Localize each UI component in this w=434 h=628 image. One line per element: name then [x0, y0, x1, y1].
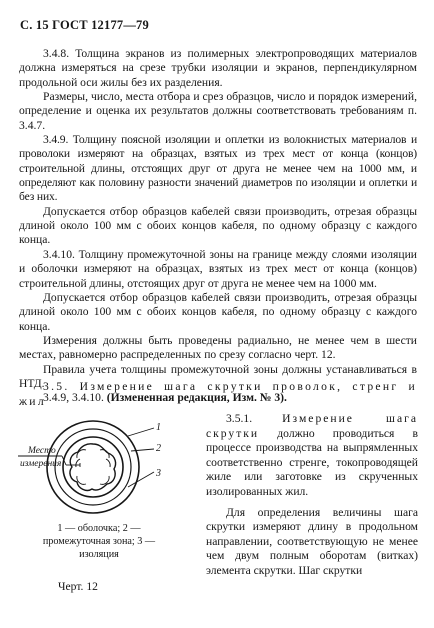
paragraph: [206, 412, 418, 500]
callout-1: 1: [156, 422, 161, 433]
callout-leaders: [128, 428, 154, 487]
paragraph: 3.4.10. Толщину промежуточной зоны на границе между слоями изоляции и оболочки измеряют на образцах, взятых из трех мест от конца (концов) строительной длины, отстоящих друг от друга не менее чем на 1000 мм.: [19, 247, 417, 290]
page-header: С. 15 ГОСТ 12177—79: [20, 18, 149, 32]
edition-bold: (Измененная редакция, Изм. № 3).: [106, 391, 287, 405]
section-heading: 3.5. Измерение шага скрутки проволок, стренг и жил: [19, 380, 417, 408]
figure-legend: 1 — оболочка; 2 — промежуточная зона; 3 — изоляция: [42, 523, 156, 560]
clause-lead: Измерение шага скрутки: [206, 412, 418, 440]
measurement-label-line2: измерения: [20, 459, 62, 469]
measurement-label-line1: Место: [28, 446, 56, 456]
body-text: [19, 47, 417, 406]
clause-rest: должно проводиться в процессе производства на выпрямленных соответственно стренге, токопроводящей жиле или заготовке из скрученных изолированных жил.: [206, 426, 418, 498]
edition-ref: 3.4.9, 3.4.10.: [43, 391, 104, 405]
paragraph: Допускается отбор образцов кабелей связи производить, отрезая образцы длиной около 100 мм с обоих концов кабеля, по одному образцу с каждого конца.: [19, 290, 417, 333]
paragraph: Размеры, число, места отбора и срез образцов, число и порядок измерений, определение и оценка их результатов должны соответствовать требованиям п. 3.4.7.: [19, 90, 417, 132]
right-column-text: [206, 412, 418, 579]
inner-conductor-shape: [70, 444, 116, 491]
paragraph: Измерения должны быть проведены радиально, не менее чем в шести местах, равномерно распределенных по срезу согласно черт. 12.: [19, 333, 417, 362]
paragraph: Для определения величины шага скрутки измеряют длину в продольном направлении, соответствующую не менее чем двум полным оборотам (витках) элемента скрутки. Шаг скрутки: [206, 505, 418, 577]
paragraph: Допускается отбор образцов кабелей связи производить, отрезая образцы длиной около 100 мм с обоих концов кабеля, по одному образцу с каждого конца.: [19, 204, 417, 247]
callout-3: 3: [156, 468, 161, 479]
callout-2: 2: [156, 443, 161, 454]
paragraph: 3.4.8. Толщина экранов из полимерных электропроводящих материалов должна измеряться на срезе трубки изоляции и экранов, перпендикулярном продольной оси жилы без их разделения.: [19, 47, 417, 89]
paragraph: 3.4.9. Толщину поясной изоляции и оплетки из волокнистых материалов и проволоки измеряют на образцах, взятых из трех мест от конца (концов) строительной длины, отстоящих друг от друга не менее чем на 1000 мм, и определяют как половину разности значений диаметров по изоляции и оплетки и без них.: [19, 133, 417, 204]
paragraph: Правила учета толщины промежуточной зоны должны устанавливаться в НТД.: [19, 362, 417, 390]
figure-title: Черт. 12: [58, 580, 98, 593]
clause-number: 3.5.1.: [226, 412, 253, 425]
